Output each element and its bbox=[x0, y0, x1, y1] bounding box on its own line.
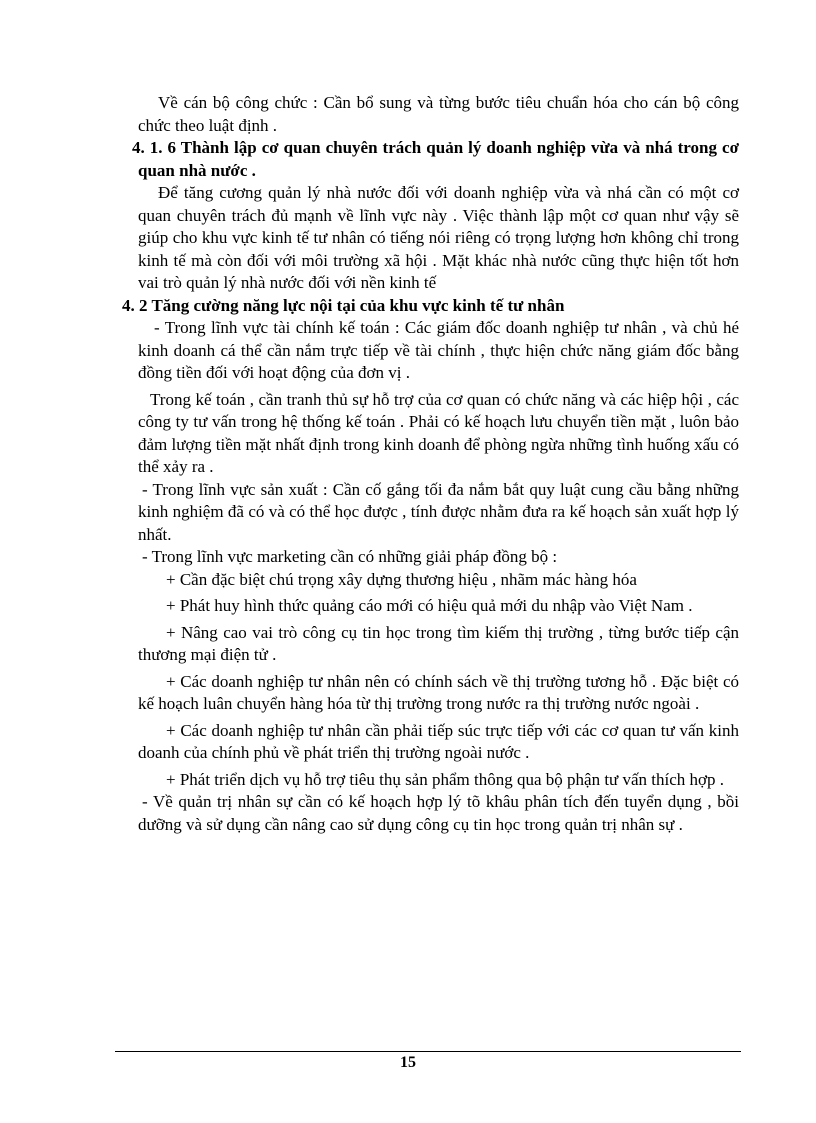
page-number: 15 bbox=[400, 1054, 416, 1071]
section-heading-4-1-6: 4. 1. 6 Thành lập cơ quan chuyên trách quản lý doanh nghiệp vừa và nhá trong cơ quan nhà nước . bbox=[132, 138, 739, 180]
marketing-item-advertising: + Phát huy hình thức quảng cáo mới có hiệu quả mới du nhập vào Việt Nam . bbox=[166, 596, 693, 615]
marketing-item-market-policy: + Các doanh nghiệp tư nhân nên có chính sách về thị trường tương hỗ . Đặc biệt có kế hoạch luân chuyển hàng hóa từ thị trường trong nước ra thị trường nước ngoài . bbox=[138, 671, 739, 713]
paragraph-production: - Trong lĩnh vực sản xuất : Cần cố gắng tối đa nắm bắt quy luật cung cầu bằng những kinh nghiệm đã có và có thể học được , tính được nhằm đưa ra kế hoạch sản xuất hợp lý nhất. bbox=[138, 479, 739, 544]
marketing-item-government-consulting: + Các doanh nghiệp tư nhân cần phải tiếp súc trực tiếp với các cơ quan tư vấn kinh doanh của chính phủ về phát triển thị trường ngoài nước . bbox=[138, 720, 739, 762]
marketing-item-brand: + Cần đặc biệt chú trọng xây dựng thương hiệu , nhãm mác hàng hóa bbox=[166, 569, 637, 589]
paragraph-marketing-intro: - Trong lĩnh vực marketing cần có những giải pháp đồng bộ : bbox=[142, 547, 558, 566]
paragraph-human-resources: - Về quản trị nhân sự cần có kế hoạch hợp lý tõ khâu phân tích đến tuyển dụng , bồi dưỡng và sử dụng cần nâng cao sử dụng công cụ tin học trong quản trị nhân sự . bbox=[138, 792, 739, 834]
section-heading-4-2: 4. 2 Tăng cường năng lực nội tại của khu vực kinh tế tư nhân bbox=[122, 295, 565, 315]
paragraph-civil-servants: Về cán bộ công chức : Cần bổ sung và từng bước tiêu chuẩn hóa cho cán bộ công chức theo luật định . bbox=[138, 93, 739, 135]
document-body bbox=[122, 92, 739, 836]
footer-divider bbox=[115, 1051, 741, 1052]
marketing-item-consumption-services: + Phát triển dịch vụ hỗ trợ tiêu thụ sản phẩm thông qua bộ phận tư vấn thích hợp . bbox=[166, 769, 725, 789]
paragraph-finance-accounting: - Trong lĩnh vực tài chính kế toán : Các giám đốc doanh nghiệp tư nhân , và chủ hé kinh doanh cá thể cần nắm trực tiếp về tài chính , thực hiện chức năng giám đốc bằng đồng tiền đối với hoạt động của đơn vị . bbox=[138, 318, 739, 382]
paragraph-accounting-support: Trong kế toán , cần tranh thủ sự hỗ trợ của cơ quan có chức năng và các hiệp hội , các công ty tư vấn trong hệ thống kế toán . Phải có kế hoạch lưu chuyển tiền mặt , luôn bảo đảm lượng tiền mặt nhất định trong kinh doanh để phòng ngừa những tình huống xấu có thể xảy ra . bbox=[138, 389, 739, 476]
paragraph-specialized-agency: Để tăng cương quản lý nhà nước đối với doanh nghiệp vừa và nhá cần có một cơ quan chuyên trách đủ mạnh về lĩnh vực này . Việc thành lập một cơ quan như vậy sẽ giúp cho khu vực kinh tế tư nhân có tiếng nói riêng có trọng lượng hơn không chỉ trong kinh tế mà còn đối với môi trường xã hội . Mặt khác nhà nước cũng thực hiện tốt hơn vai trò quản lý nhà nước đối với nền kinh tế bbox=[138, 183, 739, 292]
marketing-item-it-tools: + Nâng cao vai trò công cụ tin học trong tìm kiếm thị trường , từng bước tiếp cận thương mại điện tử . bbox=[138, 622, 739, 664]
